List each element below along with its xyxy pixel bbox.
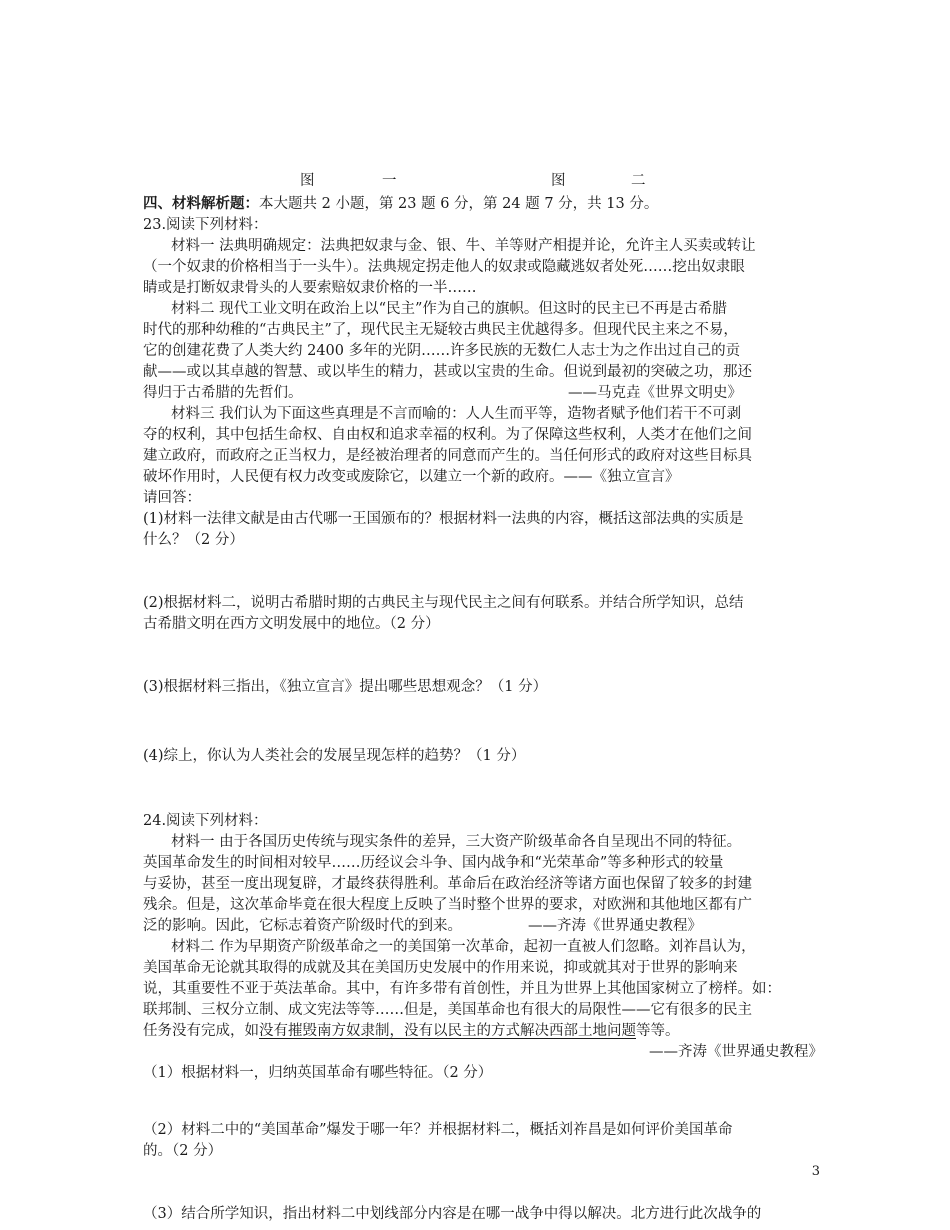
q24-material1-last-line [143, 916, 823, 937]
q24-material2-text-pre: 任务没有完成，如 [143, 1023, 259, 1039]
q24-question3: （3）结合所学知识，指出材料二中划线部分内容是在哪一战争中得以解决。北方进行此次战争的 [143, 1206, 762, 1222]
section-heading [143, 193, 823, 215]
q24-material1-line: 材料一 由于各国历史传统与现实条件的差异，三大资产阶级革命各自呈现出不同的特征。 [171, 834, 742, 850]
q24-material1-source: ——齐涛《世界通史教程》 [528, 918, 702, 934]
q24-material2-line: 联邦制、三权分立制、成文宪法等等……但是，美国革命也有很大的局限性——它有很多的民主 [143, 1002, 752, 1018]
q24-material2-text-post: 等等。 [636, 1023, 680, 1039]
q23-question2-line: 古希腊文明在西方文明发展中的地位。（2 分） [143, 616, 440, 632]
q23-material1-line: 睛或是打断奴隶骨头的人要索赔奴隶价格的一半…… [143, 280, 477, 296]
q23-ask: 请回答： [143, 490, 201, 506]
q24-intro: 24.阅读下列材料： [143, 813, 268, 829]
q23-question3: (3)根据材料三指出，《独立宣言》提出哪些思想观念？（1 分） [143, 679, 548, 695]
q24-material1-line: 残余。但是，这次革命毕竟在很大程度上反映了当时整个世界的要求，对欧洲和其他地区都有广 [143, 897, 752, 913]
figure-2-label-b: 二 [631, 173, 646, 189]
q23-material1-line: （一个奴隶的价格相当于一头牛）。法典规定拐走他人的奴隶或隐藏逃奴者处死……挖出奴隶眼 [143, 259, 745, 275]
q23-material2-text: 得归于古希腊的先哲们。 [143, 385, 303, 401]
q23-question1-line: 什么？（2 分） [143, 532, 244, 548]
q24-material2-source: ——齐涛《世界通史教程》 [649, 1044, 823, 1060]
q24-material2-line: 说，其重要性不亚于英法革命。其中，有许多带有首创性，并且为世界上其他国家树立了榜样。如： [143, 981, 781, 997]
q23-material3-line: 破坏作用时，人民便有权力改变或废除它，以建立一个新的政府。——《独立宣言》 [143, 469, 680, 485]
q24-underlined-text: 没有摧毁南方奴隶制，没有以民主的方式解决西部土地问题 [259, 1023, 636, 1039]
q23-material2-last-line [143, 383, 823, 404]
figure-1-label-a: 图 [300, 173, 315, 189]
q23-material1-line: 材料一 法典明确规定：法典把奴隶与金、银、牛、羊等财产相提并论，允许主人买卖或转让 [171, 238, 756, 254]
q24-question2-line: 的。（2 分） [143, 1143, 223, 1159]
q24-material2-line: 材料二 作为早期资产阶级革命之一的美国第一次革命，起初一直被人们忽略。刘祚昌认为， [171, 939, 756, 955]
q23-material2-source: ——马克垚《世界文明史》 [568, 385, 742, 401]
q23-material3-line: 材料三 我们认为下面这些真理是不言而喻的：人人生而平等，造物者赋予他们若干不可剥 [171, 406, 742, 422]
figure-labels [0, 171, 950, 193]
q23-material2-line: 材料二 现代工业文明在政治上以“民主”作为自己的旗帜。但这时的民主已不再是古希腊 [171, 301, 727, 317]
q23-question1-line: (1)材料一法律文献是由古代哪一王国颁布的？根据材料一法典的内容，概括这部法典的实质是 [143, 511, 744, 527]
section-description: 本大题共 2 小题，第 23 题 6 分，第 24 题 7 分，共 13 分。 [259, 196, 659, 212]
q24-question2-line: （2）材料二中的“美国革命”爆发于哪一年？并根据材料二，概括刘祚昌是如何评价美国革命 [143, 1122, 733, 1138]
q23-intro: 23.阅读下列材料： [143, 217, 268, 233]
q23-material2-line: 时代的那种幼稚的“古典民主”了，现代民主无疑较古典民主优越得多。但现代民主来之不易， [143, 322, 738, 338]
figure-2-label-a: 图 [551, 173, 566, 189]
q23-material3-line: 夺的权利，其中包括生命权、自由权和追求幸福的权利。为了保障这些权利，人类才在他们之间 [143, 427, 752, 443]
section-title: 四、材料解析题： [143, 195, 259, 212]
q23-question2-line: (2)根据材料二，说明古希腊时期的古典民主与现代民主之间有何联系。并结合所学知识，总结 [143, 595, 744, 611]
main-content [143, 193, 823, 1225]
q23-material2-line: 它的创建花费了人类大约 2400 多年的光阴……许多民族的无数仁人志士为之作出过自己的贡 [143, 343, 741, 359]
figure-1-label-b: 一 [382, 173, 397, 189]
q24-question1: （1）根据材料一，归纳英国革命有哪些特征。（2 分） [143, 1065, 493, 1081]
q24-material1-text: 泛的影响。因此，它标志着资产阶级时代的到来。 [143, 918, 462, 934]
q24-material2-last-line [143, 1021, 823, 1042]
page-number: 3 [811, 1164, 820, 1179]
q23-material2-line: 献——或以其卓越的智慧、或以毕生的精力，甚或以宝贵的生命。但说到最初的突破之功，那还 [143, 364, 752, 380]
q23-question4: (4)综上，你认为人类社会的发展呈现怎样的趋势？（1 分） [143, 748, 526, 764]
q24-material1-line: 英国革命发生的时间相对较早……历经议会斗争、国内战争和“光荣革命”等多种形式的较量 [143, 855, 724, 871]
q23-material3-line: 建立政府，而政府之正当权力，是经被治理者的同意而产生的。当任何形式的政府对这些目标具 [143, 448, 752, 464]
q24-material2-line: 美国革命无论就其取得的成就及其在美国历史发展中的作用来说，抑或就其对于世界的影响来 [143, 960, 738, 976]
q24-material1-line: 与妥协，甚至一度出现复辟，才最终获得胜利。革命后在政治经济等诸方面也保留了较多的封建 [143, 876, 752, 892]
